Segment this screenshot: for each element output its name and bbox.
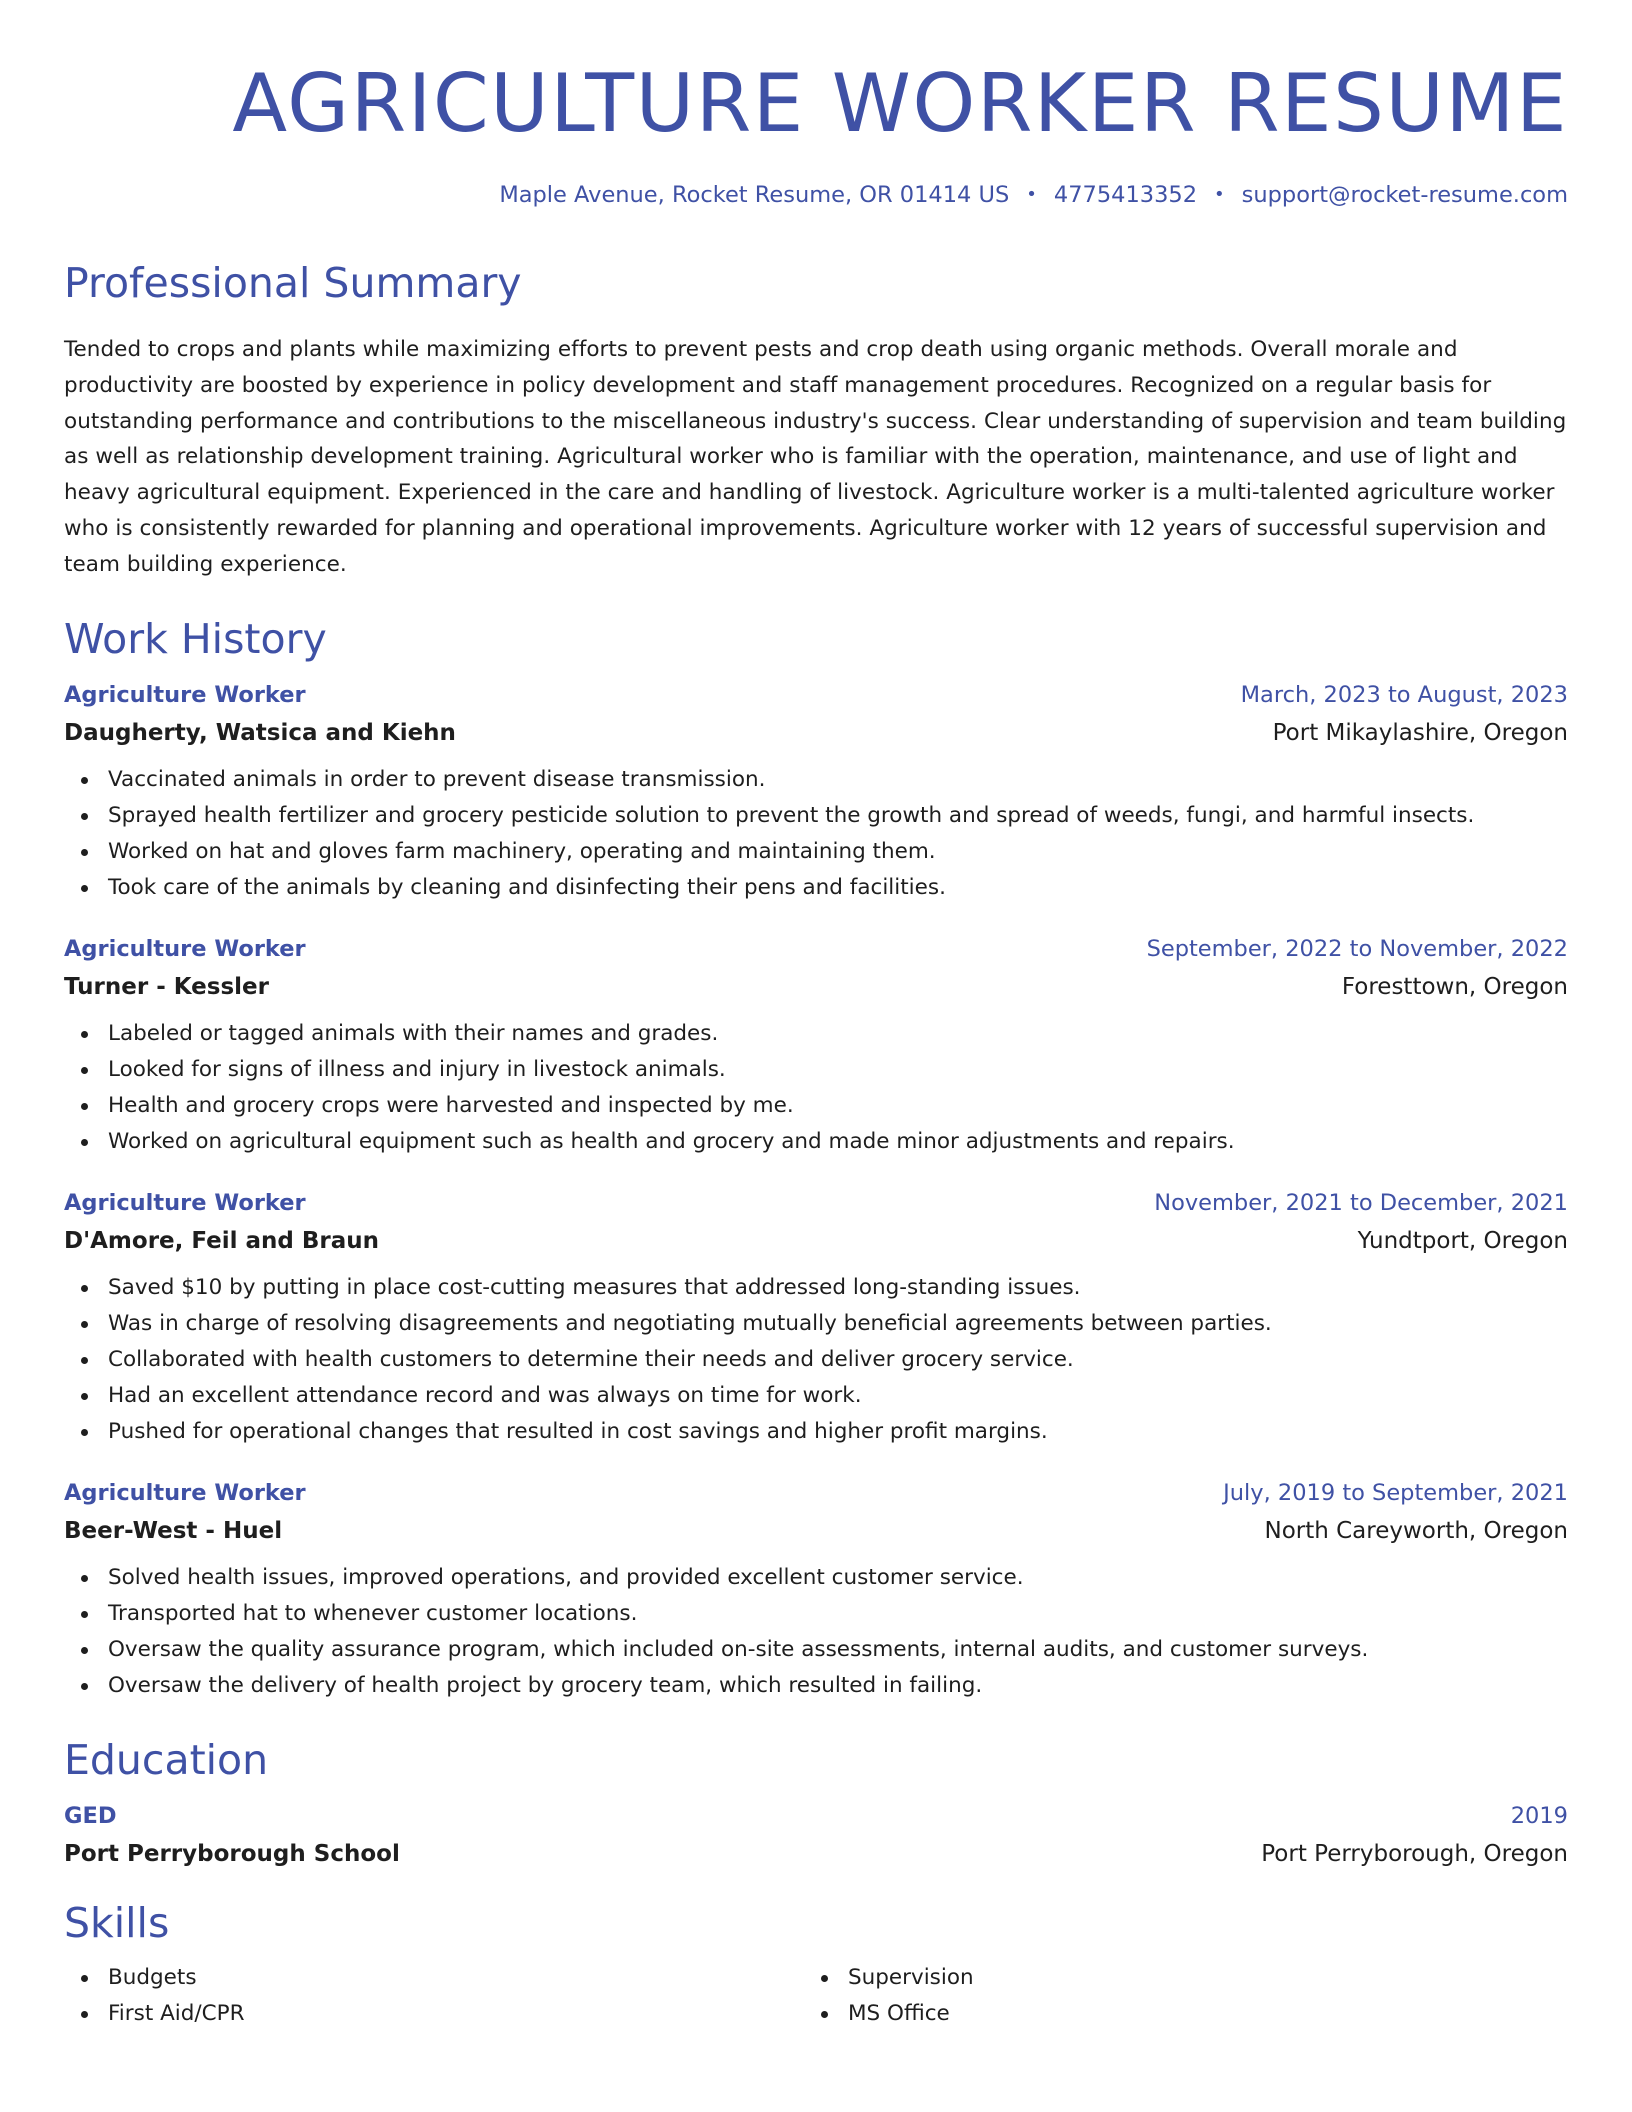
job-header-row xyxy=(64,682,1568,708)
job-bullets xyxy=(64,1560,1568,1704)
job-entry xyxy=(64,936,1568,1160)
job-bullet: Oversaw the delivery of health project by grocery team, which resulted in failing. xyxy=(64,1668,1568,1704)
skills-column-left xyxy=(64,1960,804,2032)
job-dates: November, 2021 to December, 2021 xyxy=(1154,1189,1568,1216)
job-bullet: Pushed for operational changes that resulted in cost savings and higher profit margins. xyxy=(64,1414,1568,1450)
job-bullet: Worked on agricultural equipment such as health and grocery and made minor adjustments and repairs. xyxy=(64,1124,1568,1160)
job-location: Yundtport, Oregon xyxy=(1357,1227,1568,1254)
skills-column-right xyxy=(804,1960,1544,2032)
skills-heading: Skills xyxy=(64,1898,170,1947)
job-header-row xyxy=(64,1480,1568,1506)
job-bullet: Saved $10 by putting in place cost-cutting measures that addressed long-standing issues. xyxy=(64,1270,1568,1306)
job-company-row xyxy=(64,1518,1568,1544)
skills-grid xyxy=(64,1960,1568,2032)
job-company: D'Amore, Feil and Braun xyxy=(64,1227,380,1254)
job-bullet: Took care of the animals by cleaning and disinfecting their pens and facilities. xyxy=(64,870,1568,906)
job-bullet: Was in charge of resolving disagreements and negotiating mutually beneficial agreements between parties. xyxy=(64,1306,1568,1342)
job-bullet: Worked on hat and gloves farm machinery, operating and maintaining them. xyxy=(64,834,1568,870)
job-title: Agriculture Worker xyxy=(64,681,306,708)
skill-item: MS Office xyxy=(804,1996,1544,2032)
resume-header xyxy=(64,57,1568,209)
job-company: Beer-West - Huel xyxy=(64,1517,283,1544)
job-bullet: Oversaw the quality assurance program, which included on-site assessments, internal audits, and customer surveys. xyxy=(64,1632,1568,1668)
education-location: Port Perryborough, Oregon xyxy=(1261,1840,1568,1867)
contact-phone[interactable]: 4775413352 xyxy=(1053,182,1198,208)
contact-address: Maple Avenue, Rocket Resume, OR 01414 US xyxy=(499,182,1010,208)
job-location: Port Mikaylashire, Oregon xyxy=(1272,719,1568,746)
education-school: Port Perryborough School xyxy=(64,1840,400,1867)
job-bullet: Sprayed health fertilizer and grocery pesticide solution to prevent the growth and spread of weeds, fungi, and harmful insects. xyxy=(64,798,1568,834)
job-bullets xyxy=(64,1016,1568,1160)
job-company-row xyxy=(64,1228,1568,1254)
job-bullet: Vaccinated animals in order to prevent disease transmission. xyxy=(64,762,1568,798)
contact-line xyxy=(64,182,1568,209)
job-title: Agriculture Worker xyxy=(64,1479,306,1506)
education-year: 2019 xyxy=(1510,1802,1568,1829)
job-bullet: Labeled or tagged animals with their names and grades. xyxy=(64,1016,1568,1052)
job-company-row xyxy=(64,974,1568,1000)
job-company: Daugherty, Watsica and Kiehn xyxy=(64,719,456,746)
job-bullet: Collaborated with health customers to determine their needs and deliver grocery service. xyxy=(64,1342,1568,1378)
education-school-row xyxy=(64,1841,1568,1867)
job-entry xyxy=(64,1480,1568,1704)
summary-text: Tended to crops and plants while maximizing efforts to prevent pests and crop death using organic methods. Overall morale and productivity are boosted by experience in policy development and staff management procedures. Recognized on a regular basis for outstanding performance and contributions to the miscellaneous industry's success. Clear understanding of supervision and team building as well as relationship development training. Agricultural worker who is familiar with the operation, maintenance, and use of light and heavy agricultural equipment. Experienced in the care and handling of livestock. Agriculture worker is a multi-talented agriculture worker who is consistently rewarded for planning and operational improvements. Agriculture worker with 12 years of successful supervision and team building experience. xyxy=(64,337,1567,577)
contact-separator: • xyxy=(1026,184,1037,205)
job-bullet: Transported hat to whenever customer locations. xyxy=(64,1596,1568,1632)
job-company: Turner - Kessler xyxy=(64,973,269,1000)
education-header-row xyxy=(64,1803,1568,1829)
job-bullets xyxy=(64,1270,1568,1450)
job-title: Agriculture Worker xyxy=(64,1189,306,1216)
resume-title: AGRICULTURE WORKER RESUME xyxy=(232,57,1568,150)
job-bullet: Looked for signs of illness and injury in livestock animals. xyxy=(64,1052,1568,1088)
job-location: North Careyworth, Oregon xyxy=(1264,1517,1568,1544)
skill-item: Supervision xyxy=(804,1960,1544,1996)
job-location: Foresttown, Oregon xyxy=(1341,973,1568,1000)
skill-item: Budgets xyxy=(64,1960,804,1996)
education-heading: Education xyxy=(64,1735,269,1784)
job-title: Agriculture Worker xyxy=(64,935,306,962)
work-history-heading: Work History xyxy=(64,614,327,663)
job-header-row xyxy=(64,936,1568,962)
contact-separator: • xyxy=(1214,184,1225,205)
job-bullet: Solved health issues, improved operations, and provided excellent customer service. xyxy=(64,1560,1568,1596)
job-company-row xyxy=(64,720,1568,746)
education-degree: GED xyxy=(64,1802,117,1829)
job-dates: July, 2019 to September, 2021 xyxy=(1223,1479,1568,1506)
contact-email[interactable]: support@rocket-resume.com xyxy=(1241,182,1568,208)
skill-item: First Aid/CPR xyxy=(64,1996,804,2032)
job-entry xyxy=(64,1190,1568,1450)
job-dates: September, 2022 to November, 2022 xyxy=(1146,935,1568,962)
job-bullet: Health and grocery crops were harvested and inspected by me. xyxy=(64,1088,1568,1124)
education-entry xyxy=(64,1803,1568,1867)
job-bullet: Had an excellent attendance record and was always on time for work. xyxy=(64,1378,1568,1414)
job-dates: March, 2023 to August, 2023 xyxy=(1240,681,1568,708)
job-header-row xyxy=(64,1190,1568,1216)
job-bullets xyxy=(64,762,1568,906)
summary-heading: Professional Summary xyxy=(64,259,522,307)
job-entry xyxy=(64,682,1568,906)
